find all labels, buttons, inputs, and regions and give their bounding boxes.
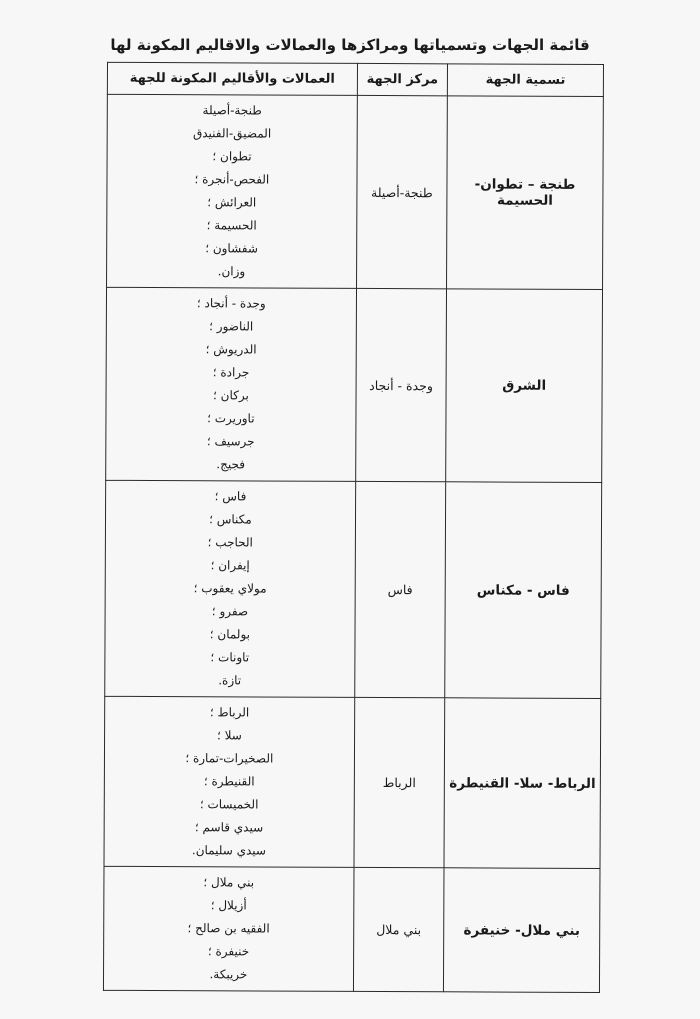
table-row (103, 866, 600, 992)
province-item: وجدة - أنجاد ؛ (196, 296, 266, 311)
province-item: تاونات ؛ (210, 650, 250, 665)
region-center: طنجة-أصيلة (356, 95, 447, 288)
province-item: وزان. (217, 264, 246, 279)
province-item: الخميسات ؛ (199, 797, 259, 812)
province-item: الفقيه بن صالح ؛ (187, 921, 270, 936)
region-name: فاس - مكناس (445, 482, 602, 699)
table-row (104, 696, 601, 868)
province-item: بني ملال ؛ (203, 875, 255, 890)
province-item: الحسيمة ؛ (206, 218, 257, 233)
province-item: القنيطرة ؛ (203, 774, 255, 789)
province-item: شفشاون ؛ (205, 241, 258, 256)
province-item: الحاجب ؛ (207, 535, 253, 550)
province-list (105, 480, 356, 697)
province-item: الفحص-أنجرة ؛ (194, 172, 270, 187)
page-title: قائمة الجهات وتسمياتها ومراكزها والعمالات والاقاليم المكونة لها (110, 36, 590, 54)
table-row (107, 94, 604, 289)
province-list (107, 94, 358, 288)
header-region-center: مركز الجهة (357, 63, 447, 95)
province-item: تطوان ؛ (212, 149, 252, 164)
province-item: العرائش ؛ (207, 195, 257, 210)
province-item: فاس ؛ (214, 489, 247, 504)
province-item: سيدي قاسم ؛ (194, 820, 264, 835)
region-center: وجدة - أنجاد (355, 288, 446, 481)
region-center: بني ملال (353, 867, 444, 991)
province-item: صفرو ؛ (211, 604, 249, 619)
province-item: خريبكة. (209, 967, 248, 982)
regions-table (103, 62, 604, 993)
province-list (103, 866, 353, 991)
province-item: إيفران ؛ (210, 558, 250, 573)
province-item: تاوريرت ؛ (207, 411, 255, 426)
province-item: خنيفرة ؛ (207, 944, 250, 959)
province-item: الناضور ؛ (209, 319, 254, 334)
header-region-name: تسمية الجهة (447, 64, 603, 97)
province-list (104, 696, 355, 867)
province-item: الصخيرات-تمارة ؛ (185, 751, 274, 766)
province-list (106, 287, 357, 481)
province-item: مكناس ؛ (209, 512, 252, 527)
table-row (106, 287, 603, 482)
province-item: جرسيف ؛ (206, 434, 255, 449)
region-name: الرباط- سلا- القنيطرة (444, 698, 601, 869)
table-row (105, 480, 602, 698)
province-item: الدريوش ؛ (205, 342, 257, 357)
region-name: بني ملال- خنيفرة (444, 868, 600, 993)
header-provinces: العمالات والأقاليم المكونة للجهة (107, 62, 357, 95)
province-item: جرادة ؛ (212, 365, 250, 380)
province-item: الرباط ؛ (209, 705, 250, 720)
province-item: بركان ؛ (213, 388, 249, 403)
province-item: تازة. (218, 673, 242, 688)
province-item: سيدي سليمان. (191, 843, 267, 858)
province-item: المضيق-الفنيدق (192, 126, 272, 141)
table-header-row (107, 62, 603, 96)
province-item: مولاي يعقوب ؛ (193, 581, 267, 596)
province-item: بولمان ؛ (209, 627, 251, 642)
province-item: سلا ؛ (216, 728, 242, 743)
region-center: فاس (354, 481, 445, 697)
province-item: فجيج. (216, 457, 245, 472)
province-item: طنجة-أصيلة (202, 103, 262, 118)
table-body (103, 94, 603, 992)
province-item: أزيلال ؛ (210, 898, 247, 913)
region-center: الرباط (354, 697, 445, 867)
region-name: طنجة – تطوان- الحسيمة (447, 96, 604, 290)
region-name: الشرق (446, 289, 603, 483)
